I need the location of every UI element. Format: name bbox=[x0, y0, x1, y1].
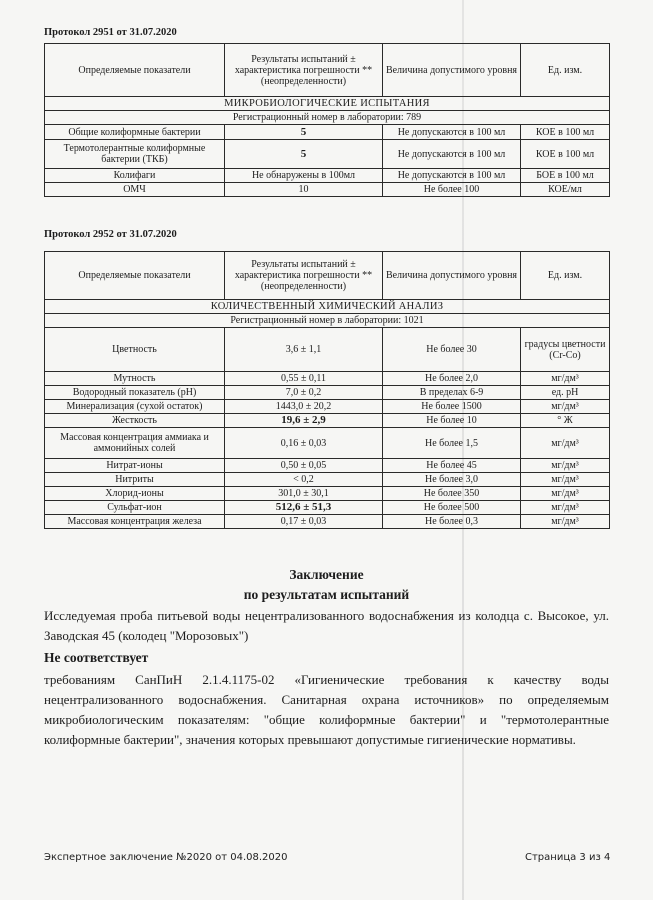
cell-limit: Не более 30 bbox=[383, 328, 521, 372]
table-row bbox=[45, 169, 610, 183]
cell-result: 0,16 ± 0,03 bbox=[225, 428, 383, 459]
cell-indicator: ОМЧ bbox=[45, 183, 225, 197]
protocol-1-title: Протокол 2951 от 31.07.2020 bbox=[44, 27, 177, 38]
cell-result: 301,0 ± 30,1 bbox=[225, 487, 383, 501]
header-indicator: Определяемые показатели bbox=[45, 44, 225, 97]
registration-number: Регистрационный номер в лаборатории: 1021 bbox=[45, 314, 610, 328]
cell-unit: мг/дм³ bbox=[521, 515, 610, 529]
cell-unit: КОЕ в 100 мл bbox=[521, 140, 610, 169]
cell-unit: БОЕ в 100 мл bbox=[521, 169, 610, 183]
cell-result: Не обнаружены в 100мл bbox=[225, 169, 383, 183]
cell-unit: КОЕ в 100 мл bbox=[521, 125, 610, 140]
cell-limit: Не более 500 bbox=[383, 501, 521, 515]
protocol-1-table bbox=[44, 43, 610, 197]
header-unit: Ед. изм. bbox=[521, 252, 610, 300]
table-row bbox=[45, 328, 610, 372]
cell-result: < 0,2 bbox=[225, 473, 383, 487]
conclusion-paragraph-2: требованиям СанПиН 2.1.4.1175-02 «Гигиенические требования к качеству воды нецентрализованного водоснабжения. Санитарная охрана источников» по определяемым микробиологическим показателям: "общие колиформные бактерии" и "термотолерантные колиформные бактерии", значения которых превышают допустимые гигиенические нормативы. bbox=[44, 672, 609, 747]
table-row bbox=[45, 386, 610, 400]
cell-indicator: Общие колиформные бактерии bbox=[45, 125, 225, 140]
cell-indicator: Нитрат-ионы bbox=[45, 459, 225, 473]
cell-indicator: Водородный показатель (pH) bbox=[45, 386, 225, 400]
cell-result: 7,0 ± 0,2 bbox=[225, 386, 383, 400]
cell-indicator: Колифаги bbox=[45, 169, 225, 183]
protocol-2-table bbox=[44, 251, 610, 529]
cell-indicator: Нитриты bbox=[45, 473, 225, 487]
table-row bbox=[45, 140, 610, 169]
cell-limit: Не более 100 bbox=[383, 183, 521, 197]
cell-unit: мг/дм³ bbox=[521, 428, 610, 459]
cell-result: 3,6 ± 1,1 bbox=[225, 328, 383, 372]
conclusion-paragraph-1: Исследуемая проба питьевой воды нецентрализованного водоснабжения из колодца с. Высокое, ул. Заводская 45 (колодец "Морозовых") bbox=[44, 608, 609, 643]
cell-limit: Не более 3,0 bbox=[383, 473, 521, 487]
cell-indicator: Мутность bbox=[45, 372, 225, 386]
cell-indicator: Термотолерантные колиформные бактерии (ТКБ) bbox=[45, 140, 225, 169]
table-row bbox=[45, 125, 610, 140]
cell-indicator: Минерализация (сухой остаток) bbox=[45, 400, 225, 414]
header-limit: Величина допустимого уровня bbox=[383, 252, 521, 300]
cell-result: 0,50 ± 0,05 bbox=[225, 459, 383, 473]
cell-indicator: Хлорид-ионы bbox=[45, 487, 225, 501]
cell-limit: Не более 1500 bbox=[383, 400, 521, 414]
cell-unit: ° Ж bbox=[521, 414, 610, 428]
cell-limit: Не более 2,0 bbox=[383, 372, 521, 386]
cell-unit: мг/дм³ bbox=[521, 501, 610, 515]
cell-result: 5 bbox=[225, 125, 383, 140]
table-row bbox=[45, 473, 610, 487]
cell-indicator: Жесткость bbox=[45, 414, 225, 428]
table-row bbox=[45, 400, 610, 414]
section-title: КОЛИЧЕСТВЕННЫЙ ХИМИЧЕСКИЙ АНАЛИЗ bbox=[45, 300, 610, 314]
cell-limit: Не более 10 bbox=[383, 414, 521, 428]
header-result: Результаты испытаний ± характеристика погрешности **(неопределенности) bbox=[225, 44, 383, 97]
cell-result: 1443,0 ± 20,2 bbox=[225, 400, 383, 414]
table-row bbox=[45, 414, 610, 428]
header-limit: Величина допустимого уровня bbox=[383, 44, 521, 97]
table-row bbox=[45, 487, 610, 501]
cell-unit: мг/дм³ bbox=[521, 459, 610, 473]
cell-indicator: Сульфат-ион bbox=[45, 501, 225, 515]
header-indicator: Определяемые показатели bbox=[45, 252, 225, 300]
section-title: МИКРОБИОЛОГИЧЕСКИЕ ИСПЫТАНИЯ bbox=[45, 97, 610, 111]
cell-unit: мг/дм³ bbox=[521, 400, 610, 414]
cell-unit: мг/дм³ bbox=[521, 473, 610, 487]
header-unit: Ед. изм. bbox=[521, 44, 610, 97]
cell-indicator: Массовая концентрация аммиака и аммонийных солей bbox=[45, 428, 225, 459]
registration-number: Регистрационный номер в лаборатории: 789 bbox=[45, 111, 610, 125]
cell-result: 512,6 ± 51,3 bbox=[225, 501, 383, 515]
table-row bbox=[45, 183, 610, 197]
cell-unit: мг/дм³ bbox=[521, 487, 610, 501]
cell-limit: Не более 45 bbox=[383, 459, 521, 473]
cell-result: 5 bbox=[225, 140, 383, 169]
cell-limit: Не более 0,3 bbox=[383, 515, 521, 529]
cell-result: 0,55 ± 0,11 bbox=[225, 372, 383, 386]
cell-result: 0,17 ± 0,03 bbox=[225, 515, 383, 529]
table-row bbox=[45, 428, 610, 459]
protocol-2-title: Протокол 2952 от 31.07.2020 bbox=[44, 229, 177, 240]
table-row bbox=[45, 515, 610, 529]
header-result: Результаты испытаний ± характеристика погрешности **(неопределенности) bbox=[225, 252, 383, 300]
cell-limit: Не допускаются в 100 мл bbox=[383, 169, 521, 183]
conclusion-verdict: Не соответствует bbox=[44, 650, 149, 665]
cell-indicator: Массовая концентрация железа bbox=[45, 515, 225, 529]
cell-limit: В пределах 6-9 bbox=[383, 386, 521, 400]
cell-unit: мг/дм³ bbox=[521, 372, 610, 386]
cell-unit: ед. pH bbox=[521, 386, 610, 400]
table-row bbox=[45, 501, 610, 515]
cell-unit: градусы цветности (Cr-Co) bbox=[521, 328, 610, 372]
table-row bbox=[45, 372, 610, 386]
cell-result: 10 bbox=[225, 183, 383, 197]
footer-page-number: Страница 3 из 4 bbox=[525, 852, 611, 863]
table-row bbox=[45, 459, 610, 473]
table-header-row bbox=[45, 252, 610, 300]
conclusion-title: Заключение bbox=[289, 567, 364, 582]
cell-limit: Не допускаются в 100 мл bbox=[383, 125, 521, 140]
footer-document-ref: Экспертное заключение №2020 от 04.08.2020 bbox=[44, 852, 288, 863]
table-header-row bbox=[45, 44, 610, 97]
cell-result: 19,6 ± 2,9 bbox=[225, 414, 383, 428]
cell-indicator: Цветность bbox=[45, 328, 225, 372]
cell-limit: Не допускаются в 100 мл bbox=[383, 140, 521, 169]
conclusion-subtitle: по результатам испытаний bbox=[243, 587, 410, 602]
cell-limit: Не более 350 bbox=[383, 487, 521, 501]
cell-unit: КОЕ/мл bbox=[521, 183, 610, 197]
cell-limit: Не более 1,5 bbox=[383, 428, 521, 459]
